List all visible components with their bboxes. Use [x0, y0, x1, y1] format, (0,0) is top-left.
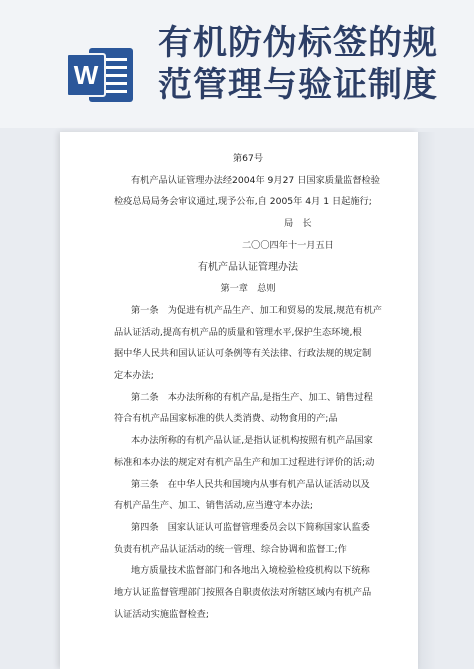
body-line: 地方认证监督管理部门按照各自职责依法对所辖区域内有机产品	[114, 587, 372, 599]
body-line: 认证活动实施监督检查;	[114, 608, 209, 620]
body-line: 第四条 国家认证认可监督管理委员会以下简称国家认监委	[131, 521, 370, 533]
document-body	[114, 148, 382, 625]
body-line: 地方质量技术监督部门和各地出入境检验检疫机构以下统称	[131, 565, 370, 577]
body-line: 标准和本办法的规定对有机产品生产和加工过程进行评价的活;动	[114, 456, 375, 468]
page-title-line-2: 范管理与验证制度	[158, 65, 438, 105]
chapter-heading: 第一章 总则	[220, 283, 276, 295]
body-line: 据中华人民共和国认证认可条例等有关法律、行政法规的规定制	[114, 348, 372, 360]
body-line: 负责有机产品认证活动的统一管理、综合协调和监督工;作	[114, 543, 347, 555]
header-banner	[0, 0, 474, 128]
word-icon-letter: W	[73, 60, 99, 90]
body-line: 第一条 为促进有机产品生产、加工和贸易的发展,规范有机产	[131, 304, 382, 316]
body-line: 有机产品生产、加工、销售活动,应当遵守本办法;	[114, 500, 313, 512]
paper-shadow	[418, 132, 436, 669]
body-line: 定本办法;	[114, 370, 154, 382]
body-line: 品认证活动,提高有机产品的质量和管理水平,保护生态环境,根	[114, 326, 362, 338]
law-title: 有机产品认证管理办法	[198, 261, 298, 273]
body-line: 符合有机产品国家标准的供人类消费、动物食用的产;品	[114, 413, 338, 425]
body-line: 第三条 在中华人民共和国境内从事有机产品认证活动以及	[131, 478, 370, 490]
page-title-line-1: 有机防伪标签的规	[158, 23, 438, 63]
issue-date: 二〇〇四年十一月五日	[242, 239, 334, 251]
page-title	[158, 22, 468, 106]
signer: 局 长	[284, 218, 312, 230]
intro-line-2: 检疫总局局务会审议通过,现予公布,自 2005年 4月 1 日起施行;	[114, 196, 372, 208]
word-document-icon	[65, 44, 135, 106]
body-line: 本办法所称的有机产品认证,是指认证机构按照有机产品国家	[131, 435, 373, 447]
body-line: 第二条 本办法所称的有机产品,是指生产、加工、销售过程	[131, 391, 373, 403]
intro-line-1: 有机产品认证管理办法经2004年 9月27 日国家质量监督检验	[131, 174, 380, 186]
decree-number: 第67号	[232, 153, 264, 164]
